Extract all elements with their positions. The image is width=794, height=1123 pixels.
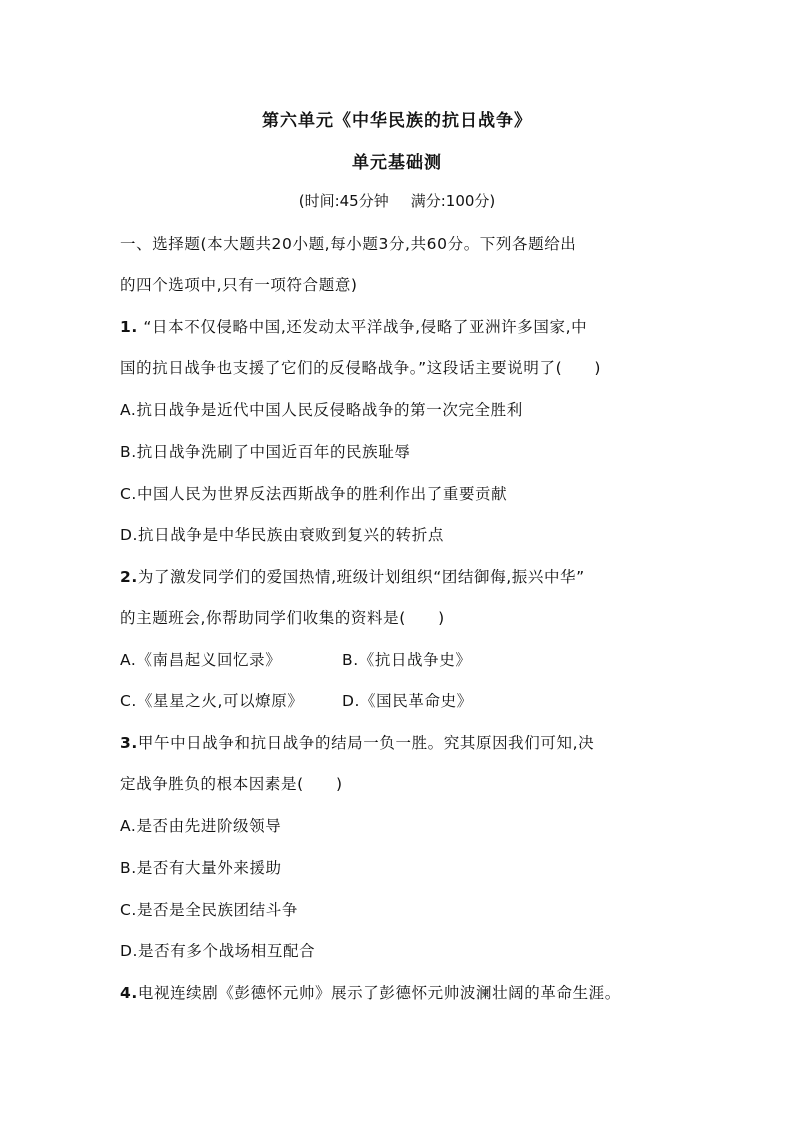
question-2-option-a: A.《南昌起义回忆录》	[120, 651, 282, 669]
question-2-options-row2	[120, 689, 473, 711]
question-1-stem-line1	[120, 315, 587, 337]
exam-info	[0, 190, 794, 211]
question-number: 3.	[120, 734, 138, 752]
page-title: 第六单元《中华民族的抗日战争》	[262, 111, 532, 131]
question-1-option-c: C.中国人民为世界反法西斯战争的胜利作出了重要贡献	[120, 485, 508, 503]
question-2-stem-line1	[120, 565, 585, 587]
page-subtitle: 单元基础测	[352, 153, 442, 173]
question-3-option-d: D.是否有多个战场相互配合	[120, 942, 316, 960]
section-heading-line2: 的四个选项中,只有一项符合题意)	[120, 276, 358, 294]
question-2-option-d: D.《国民革命史》	[342, 692, 473, 710]
question-2-option-b: B.《抗日战争史》	[342, 651, 472, 669]
question-1-option-b: B.抗日战争洗刷了中国近百年的民族耻辱	[120, 443, 411, 461]
question-text: “日本不仅侵略中国,还发动太平洋战争,侵略了亚洲许多国家,中	[137, 318, 588, 336]
question-3-option-a: A.是否由先进阶级领导	[120, 817, 282, 835]
full-score: 满分:100分)	[410, 192, 496, 210]
question-number: 4.	[120, 984, 138, 1002]
question-text: 电视连续剧《彭德怀元帅》展示了彭德怀元帅波澜壮阔的革命生涯。	[137, 984, 621, 1002]
question-number: 2.	[120, 568, 138, 586]
section-heading-line1: 一、选择题(本大题共20小题,每小题3分,共60分。下列各题给出	[120, 235, 577, 253]
question-text: 为了激发同学们的爱国热情,班级计划组织“团结御侮,振兴中华”	[137, 568, 585, 586]
question-2-options-row1	[120, 648, 471, 670]
question-1-option-d: D.抗日战争是中华民族由衰败到复兴的转折点	[120, 526, 444, 544]
question-2-option-c: C.《星星之火,可以燎原》	[120, 692, 304, 710]
question-text: 甲午中日战争和抗日战争的结局一负一胜。究其原因我们可知,决	[137, 734, 595, 752]
question-1-option-a: A.抗日战争是近代中国人民反侵略战争的第一次完全胜利	[120, 401, 523, 419]
question-3-stem-line2: 定战争胜负的根本因素是( )	[120, 775, 343, 793]
time-limit: (时间:45分钟	[298, 192, 389, 210]
question-3-stem-line1	[120, 731, 594, 753]
question-3-option-b: B.是否有大量外来援助	[120, 859, 282, 877]
question-4-stem-line1	[120, 981, 621, 1003]
question-number: 1.	[120, 318, 138, 336]
question-1-stem-line2: 国的抗日战争也支援了它们的反侵略战争。”这段话主要说明了( )	[120, 359, 602, 377]
question-3-option-c: C.是否是全民族团结斗争	[120, 901, 298, 919]
question-2-stem-line2: 的主题班会,你帮助同学们收集的资料是( )	[120, 609, 445, 627]
